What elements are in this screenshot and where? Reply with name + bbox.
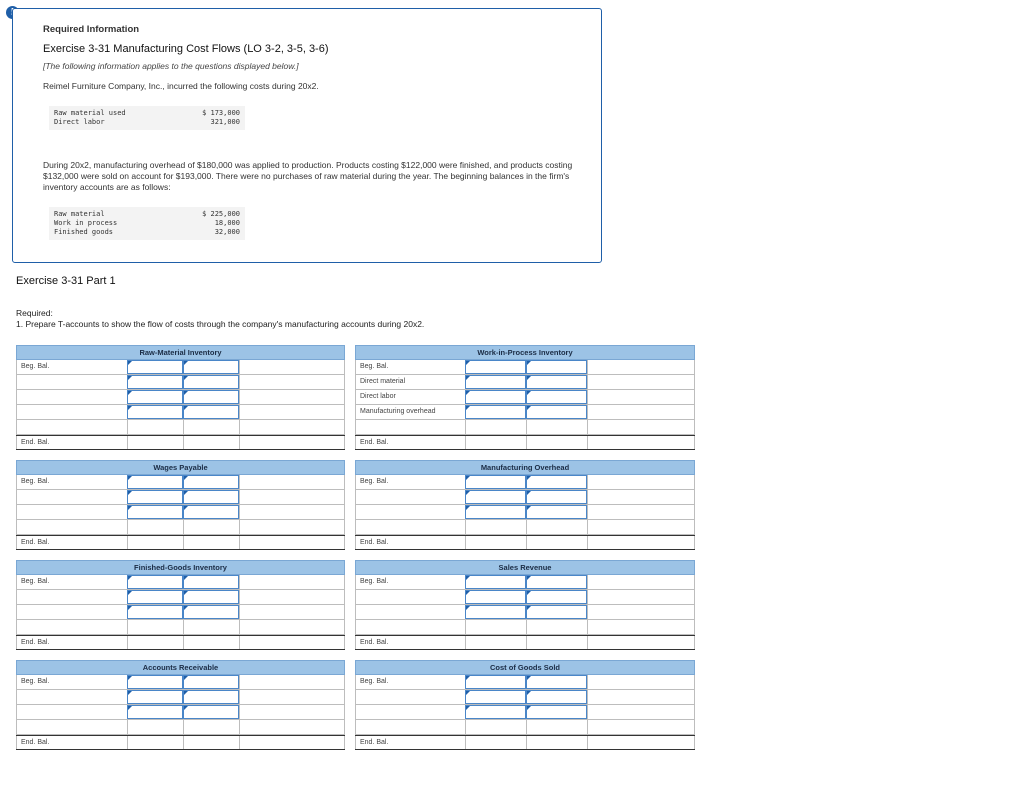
credit-input[interactable]: [526, 360, 587, 374]
credit-input[interactable]: [526, 505, 587, 519]
beg-bal-label: Beg. Bal.: [355, 575, 465, 589]
cost-value: 321,000: [210, 118, 240, 126]
credit-input[interactable]: [183, 605, 239, 619]
balance-label: Work in process: [54, 219, 118, 227]
end-bal-label: End. Bal.: [355, 536, 465, 549]
debit-input[interactable]: [465, 360, 526, 374]
debit-input[interactable]: [127, 375, 183, 389]
beg-bal-label: Beg. Bal.: [355, 475, 465, 489]
t-account-raw-material: [16, 345, 345, 450]
end-bal-input[interactable]: [465, 536, 526, 549]
debit-input[interactable]: [127, 475, 183, 489]
credit-input[interactable]: [526, 590, 587, 604]
credit-input[interactable]: [526, 405, 587, 419]
t-account-title: Work-in-Process Inventory: [355, 345, 695, 360]
wip-row-label: Manufacturing overhead: [355, 405, 465, 419]
t-account-accounts-receivable: [16, 660, 345, 750]
cost-label: Raw material used: [54, 109, 126, 117]
debit-input[interactable]: [465, 675, 526, 689]
table-row: [54, 109, 240, 118]
credit-input[interactable]: [183, 490, 239, 504]
debit-input[interactable]: [465, 505, 526, 519]
wip-row-label: Direct material: [355, 375, 465, 389]
credit-input[interactable]: [183, 475, 239, 489]
debit-input[interactable]: [127, 390, 183, 404]
credit-input[interactable]: [526, 375, 587, 389]
table-row: [54, 118, 240, 127]
cost-value: $ 173,000: [202, 109, 240, 117]
t-account-wages-payable: [16, 460, 345, 550]
t-account-title: Finished-Goods Inventory: [16, 560, 345, 575]
balance-label: Raw material: [54, 210, 105, 218]
exercise-title: Exercise 3-31 Manufacturing Cost Flows (LO 3-2, 3-5, 3-6): [43, 43, 329, 55]
debit-input[interactable]: [465, 390, 526, 404]
debit-input[interactable]: [127, 675, 183, 689]
balance-value: $ 225,000: [202, 210, 240, 218]
debit-input[interactable]: [127, 505, 183, 519]
credit-input[interactable]: [183, 360, 239, 374]
credit-input[interactable]: [183, 575, 239, 589]
end-bal-label: End. Bal.: [355, 636, 465, 649]
debit-input[interactable]: [127, 690, 183, 704]
cost-label: Direct labor: [54, 118, 105, 126]
credit-input[interactable]: [183, 675, 239, 689]
part-title: Exercise 3-31 Part 1: [16, 275, 116, 287]
t-account-title: Sales Revenue: [355, 560, 695, 575]
credit-input[interactable]: [183, 405, 239, 419]
t-account-title: Manufacturing Overhead: [355, 460, 695, 475]
t-account-cogs: [355, 660, 695, 750]
debit-input[interactable]: [127, 490, 183, 504]
required-label: Required:: [16, 308, 53, 318]
credit-input[interactable]: [526, 605, 587, 619]
debit-input[interactable]: [465, 375, 526, 389]
end-bal-label: End. Bal.: [16, 736, 127, 749]
debit-input[interactable]: [465, 575, 526, 589]
end-bal-input[interactable]: [127, 736, 183, 749]
credit-input[interactable]: [526, 390, 587, 404]
debit-input[interactable]: [127, 405, 183, 419]
credit-input[interactable]: [183, 375, 239, 389]
debit-input[interactable]: [127, 590, 183, 604]
debit-input[interactable]: [465, 590, 526, 604]
beg-bal-label: Beg. Bal.: [355, 675, 465, 689]
end-bal-label: End. Bal.: [16, 536, 127, 549]
required-section: [16, 308, 424, 330]
balances-table: [49, 207, 245, 240]
required-information-panel: [12, 8, 602, 263]
table-row: [54, 210, 240, 219]
end-bal-label: End. Bal.: [355, 736, 465, 749]
credit-input[interactable]: [526, 690, 587, 704]
t-account-sales-revenue: [355, 560, 695, 650]
beg-bal-label: Beg. Bal.: [355, 360, 465, 374]
debit-input[interactable]: [127, 705, 183, 719]
credit-input[interactable]: [183, 590, 239, 604]
end-bal-input[interactable]: [465, 736, 526, 749]
debit-input[interactable]: [465, 690, 526, 704]
end-bal-label: End. Bal.: [16, 636, 127, 649]
debit-input[interactable]: [465, 705, 526, 719]
t-accounts-grid: [16, 345, 696, 750]
t-account-title: Accounts Receivable: [16, 660, 345, 675]
t-account-title: Raw-Material Inventory: [16, 345, 345, 360]
beg-bal-label: Beg. Bal.: [16, 575, 127, 589]
debit-input[interactable]: [127, 360, 183, 374]
credit-input[interactable]: [526, 705, 587, 719]
end-bal-label: End. Bal.: [16, 436, 127, 449]
end-bal-input[interactable]: [465, 636, 526, 649]
credit-input[interactable]: [526, 475, 587, 489]
t-account-manufacturing-overhead: [355, 460, 695, 550]
debit-input[interactable]: [465, 605, 526, 619]
beg-bal-label: Beg. Bal.: [16, 675, 127, 689]
end-bal-input[interactable]: [127, 636, 183, 649]
problem-paragraph: During 20x2, manufacturing overhead of $180,000 was applied to production. Products costing $122,000 were finished, and products costing $132,000 were sold on account for $193,000. There were no purchases of raw material during the year. The beginning balances in the firm's inventory accounts are as follows:: [43, 160, 573, 192]
debit-input[interactable]: [465, 490, 526, 504]
required-information-heading: Required Information: [43, 24, 140, 35]
debit-input[interactable]: [465, 475, 526, 489]
credit-input[interactable]: [183, 705, 239, 719]
end-bal-label: End. Bal.: [355, 436, 465, 449]
required-text: 1. Prepare T-accounts to show the flow of costs through the company's manufacturing accounts during 20x2.: [16, 319, 425, 329]
debit-input[interactable]: [465, 405, 526, 419]
t-account-title: Wages Payable: [16, 460, 345, 475]
credit-input[interactable]: [183, 690, 239, 704]
balance-value: 32,000: [214, 228, 240, 236]
table-row: [54, 228, 240, 237]
credit-input[interactable]: [183, 505, 239, 519]
credit-input[interactable]: [526, 575, 587, 589]
t-account-title: Cost of Goods Sold: [355, 660, 695, 675]
credit-input[interactable]: [526, 490, 587, 504]
t-account-wip: [355, 345, 695, 450]
beg-bal-label: Beg. Bal.: [16, 475, 127, 489]
info-note: [The following information applies to the questions displayed below.]: [43, 61, 299, 71]
balance-label: Finished goods: [54, 228, 114, 236]
intro-text: Reimel Furniture Company, Inc., incurred the following costs during 20x2.: [43, 81, 319, 91]
end-bal-input[interactable]: [127, 536, 183, 549]
beg-bal-label: Beg. Bal.: [16, 360, 127, 374]
debit-input[interactable]: [127, 605, 183, 619]
wip-row-label: Direct labor: [355, 390, 465, 404]
credit-input[interactable]: [526, 675, 587, 689]
t-account-finished-goods: [16, 560, 345, 650]
end-bal-input[interactable]: [465, 436, 526, 449]
costs-table: [49, 106, 245, 130]
debit-input[interactable]: [127, 575, 183, 589]
table-row: [54, 219, 240, 228]
end-bal-input[interactable]: [127, 436, 183, 449]
credit-input[interactable]: [183, 390, 239, 404]
balance-value: 18,000: [214, 219, 240, 227]
